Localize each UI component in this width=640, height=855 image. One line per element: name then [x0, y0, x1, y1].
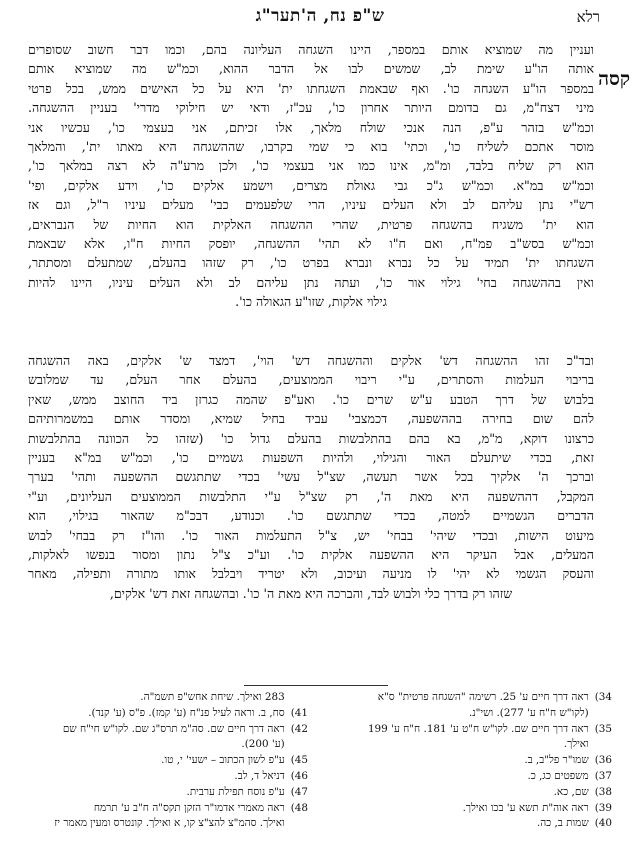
paragraph-1-line: וכמ"ש בזהר ע"פ, הנה אנכי שולח מלאך, אלו זכיתם, אני בעצמי כו', עכשיו אני [28, 119, 594, 135]
footnotes-right-column [332, 690, 612, 832]
paragraph-1-line: גילוי אלקות, שזו"ע הגאולה כו'. [235, 294, 387, 310]
footnote [332, 785, 612, 801]
paragraph-2-line: ובד"כ זהו ההשגחה דש' אלקים וההשגחה דש' הוי', דמצד ש' אלקים, באה ההשגחה [28, 353, 594, 368]
footnote-number: 34) [594, 691, 612, 703]
footnote [28, 753, 308, 769]
footnote-number: 40) [594, 817, 612, 830]
body-paragraph-1 [28, 40, 594, 312]
footnote [28, 722, 308, 738]
footnote-text: שם, כא. [553, 785, 589, 798]
footnote-text: 283 ואילך. שיחת אחש"פ תשמ"ה. [140, 691, 285, 703]
paragraph-1-line: במספר הו"ע השגחה כו'. ואף שבאמת השגחתו ית' היא על כל האישים ממש, בכל פרטי [28, 80, 594, 96]
paragraph-1-line: רש"י נתן עליהם לב ולא העלים עיניו, הרי שלפעמים כבי' מעלים עיניו ר"ל, וגם אז [28, 197, 594, 213]
footnote [332, 801, 612, 817]
footnote-number: 41) [290, 706, 308, 719]
footnote-divider [244, 685, 388, 686]
footnote-number: 39) [594, 801, 612, 814]
footnote [28, 816, 308, 832]
footnote [28, 769, 308, 785]
footnote-text: שמות ב, כה. [536, 817, 589, 830]
paragraph-1-line: מוסר אתכם לשליח כו', וכתי' בוא כי שמי בקרבו, שההשגחה היא מאתו ית', והמלאך [28, 139, 594, 155]
paragraph-2-line: שזהו רק בדרך כלי ולבוש לבד, והברכה היא מאת ה' כו'. ובהשגחה זאת דש' אלקים, [109, 585, 513, 601]
footnote-number: 35) [594, 722, 612, 735]
footnote [332, 690, 612, 706]
paragraph-2-line: המעלים, אבל העיקר היא ההשפעה אלקית כו'. וע"כ צ"ל נתון ומסור בנפשו לאלקות, [28, 547, 594, 563]
paragraph-2-line: וברכך ה' אלקיך בכל אשר תעשה, שצ"ל עשי' בכדי שתתגשם ההשפעה ותהי' בערך [28, 469, 594, 485]
paragraph-2-line: כרצונו דוקא, מ"מ, בא בהם בהתלבשות בהעלם גדול כו' (שזהו כל הכוונה בהתלבשות [28, 430, 594, 446]
page-number: רלא [576, 8, 600, 26]
footnote-number: 46) [290, 769, 308, 782]
footnote-text: ע"פ נוסח תפילת ערבית. [186, 785, 285, 798]
footnote [28, 801, 308, 817]
paragraph-2-line: הדברים הגשמיים למטה, בכדי שתתגשם כו'. וכנודע, דבכ"מ שהאור בגילוי, הוא [28, 508, 594, 524]
footnote [28, 737, 308, 753]
paragraph-2-line: בלבוש של דרך הטבע ע"ש שרים כו'. ואע"פ שהמה כגרזן ביד החוצב ממש, שאין [28, 391, 594, 407]
footnote-number: 42) [290, 722, 308, 735]
footnote-number: 48) [290, 801, 308, 814]
paragraph-2-line: זאת, בכדי שיתעלם האור והגילוי, ולהיות השפעות גשמיים כו', וכמ"ש במ"א בעניין [28, 450, 594, 466]
footnote [332, 706, 612, 722]
footnote-text: שמו"ר פל"ב, ב. [524, 754, 589, 767]
footnote-text: ראה דרך חיים שם. לקו"ש ח"ט ע' 181. ח"ח ע' 199 [367, 722, 589, 735]
footnote-number: 38) [594, 785, 612, 798]
footnote-text: דניאל ד, לב. [234, 769, 285, 782]
paragraph-1-line: וכמ"ש במ"א. וכמ"ש ג"כ גבי גאולת מצרים, וישמע אלקים כו', וידע אלקים, ופי' [28, 177, 594, 193]
footnote [28, 706, 308, 722]
paragraph-2-line: והעסק הגשמי לא יהי' לו מניעה ועיכוב, ולא יטריד ויבלבל אותו מתורה ותפילה, מאחר [28, 566, 594, 582]
paragraph-2-line: בריבוי העלמות והסתרים, ע"י ריבוי הממוצעים, בהעלם אחר העלם, עד שמלובש [28, 372, 594, 388]
footnote-text: (לקו"ש ח"ח ע' 277). ושי"נ. [468, 706, 589, 719]
footnote [332, 737, 612, 753]
paragraph-1-line: וכמ"ש בסש"ב פמ"ח, ואם ח"ו לא תהי' ההשגחה, יופסק החיות ח"ו, אלא שבאמת [28, 236, 594, 252]
footnote-number: 45) [290, 754, 308, 767]
running-title: ש"פ נח, ה'תער"ג [255, 6, 385, 26]
paragraph-1-line: מיני דצח"מ, גם בדומם היותר אחרון כו', עכ"ז, ודאי יש חילוקי מדרי' בעניין ההשגחה. [28, 100, 594, 116]
footnotes-left-column [28, 690, 308, 832]
footnote-number: 37) [594, 769, 612, 782]
footnote [28, 785, 308, 801]
paragraph-1-line: ועניין מה שמוציא אותם במספר, היינו השגחה העליונה בהם, וכמו דבר חשוב שסופרים [28, 42, 594, 57]
footnote-text: משפטים כג, כ. [527, 769, 589, 782]
footnote-number: 47) [290, 785, 308, 798]
paragraph-1-line: אותה הו"ע שימת לב, שמשים לבו אל הדבר ההוא, וכמ"ש מה שמוציא אותם [28, 61, 594, 77]
footnote [332, 816, 612, 832]
page-header [40, 6, 600, 30]
footnote [332, 753, 612, 769]
footnote-text: ואילך. סהמ"צ להצ"צ קו, א ואילך. קונטרס ומעין מאמר יז [54, 817, 285, 830]
footnote-text: סח, ב. וראה לעיל פנ"ח (ע' קמז). פ"ס (ע' קנד). [88, 706, 285, 719]
paragraph-2-line: להם שום בחירה בההשפעה, דכמצבי' עביד בחיל שמיא, ומסדר אותם במשמרותיהם [28, 411, 594, 427]
footnote-text: ראה דרך חיים ע' 25. רשימה "השגחה פרטית" ס"א [377, 691, 589, 703]
footnote [332, 769, 612, 785]
paragraph-2-line: המקבל, דההשפעה היא מאת ה', רק שצ"ל ע"י התלבשות הממוצעים העליונים, וע"י [28, 488, 594, 504]
paragraph-1-line: הוא ית' משגיח בהשגחה פרטית, שהרי ההשגחה האלקית הוא החיות של הנבראים, [28, 216, 594, 232]
footnote-text: ראה אוה"ת תשא ע' בכו ואילך. [462, 801, 589, 814]
footnote-text: ראה דרך חיים שם. סה"מ תרס"ג שם. לקו"ש חי"ח שם [62, 722, 285, 735]
footnote [28, 690, 308, 706]
footnote-text: ראה מאמרי אדמו"ר הזקן תקס"ה ח"ב ע' תרמח [93, 801, 285, 814]
footnote-text: ע"פ לשון הכתוב – ישעי' י, טו. [161, 754, 285, 767]
paragraph-1-line: הוא רק שליח בלבד, ומ"מ, אינו כמו אני בעצמי כו', ולכן מרע"ה לא רצה במלאך כו', [28, 158, 594, 174]
body-paragraph-2 [28, 351, 594, 603]
footnote-text: ואילך. [563, 738, 589, 751]
footnote-number: 36) [594, 754, 612, 767]
paragraph-2-line: מיעוט הישות, ובכדי שיהי' בבחי' יש, צ"ל התעלמות האור כו'. והו"ז רק בבחי' לבוש [28, 527, 594, 543]
footnote [332, 722, 612, 738]
margin-section-number: קסה [598, 68, 630, 90]
paragraph-1-line: ואין בההשגחה בחי' גילוי אור כו', ועתה נתן עליהם לב ולא העלים עיניו, היינו להיות [28, 274, 594, 290]
footnote-text: (ע' 200). [241, 738, 285, 751]
paragraph-1-line: השגחתו ית' תמיד על כל נברא ונברא בפרט כו', רק שזהו בהעלם, שמתעלם ומסתתר, [28, 255, 594, 271]
